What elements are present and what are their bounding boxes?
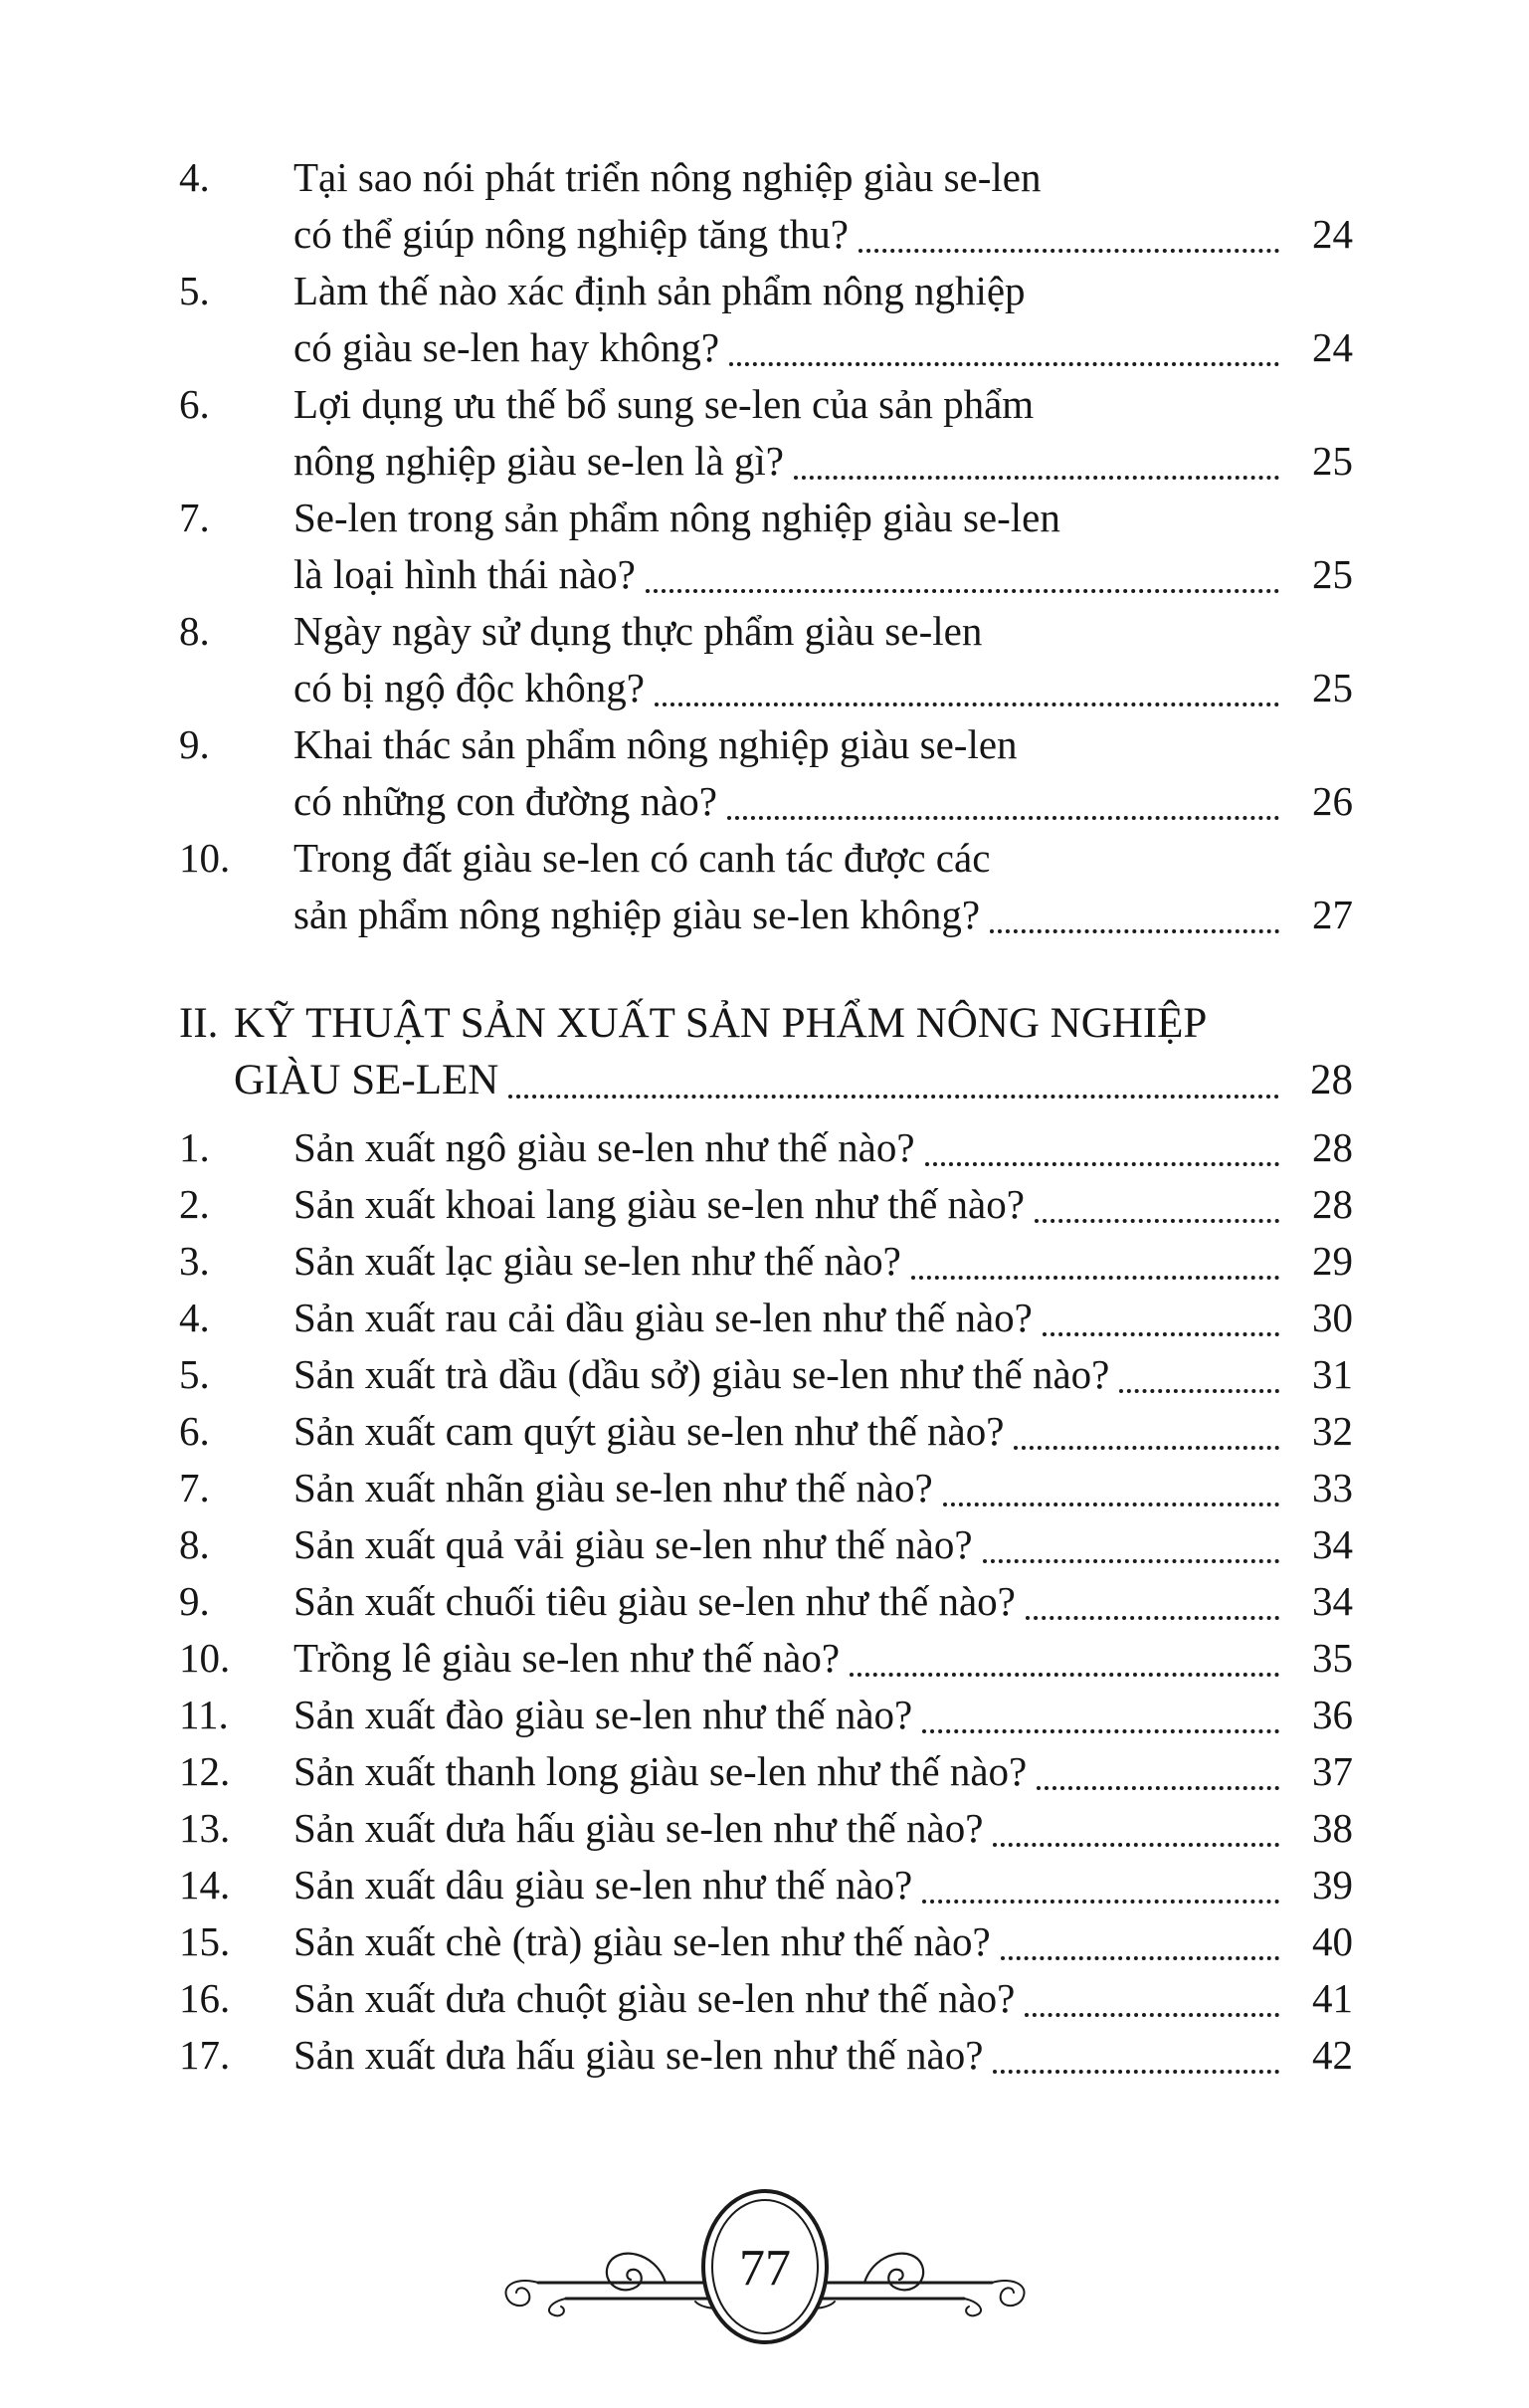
entry-number: 11. <box>179 1692 229 1737</box>
entry-page-number: 33 <box>1312 1465 1353 1510</box>
entry-page-number: 37 <box>1312 1748 1353 1794</box>
leader-dots <box>990 887 1279 933</box>
entry-number: 9. <box>179 721 210 767</box>
toc-entry <box>179 1573 1353 1630</box>
toc-entry <box>179 1290 1353 1346</box>
heading-line-2: GIÀU SE-LEN <box>234 1057 499 1104</box>
entry-number: 6. <box>179 1408 210 1454</box>
leader-dots <box>859 206 1279 253</box>
entry-text-line-2: có những con đường nào? <box>293 778 717 824</box>
toc-entry <box>179 1970 1353 2027</box>
entry-number: 5. <box>179 268 210 313</box>
leader-dots <box>993 2027 1279 2074</box>
entry-number: 15. <box>179 1918 231 1964</box>
entry-text-line-1: Trong đất giàu se-len có canh tác được các <box>293 835 991 881</box>
toc-entry <box>179 1687 1353 1743</box>
entry-text-line-2: sản phẩm nông nghiệp giàu se-len không? <box>293 892 981 937</box>
entry-text: Sản xuất quả vải giàu se-len như thế nào? <box>293 1521 973 1567</box>
toc-heading-section-2 <box>179 995 1353 1108</box>
leader-dots <box>655 660 1279 706</box>
entry-text: Sản xuất cam quýt giàu se-len như thế nào? <box>293 1408 1005 1454</box>
entry-text-line-2: nông nghiệp giàu se-len là gì? <box>293 438 785 484</box>
leader-dots <box>729 319 1279 366</box>
entry-text: Sản xuất nhãn giàu se-len như thế nào? <box>293 1465 933 1510</box>
entry-text-line-1: Khai thác sản phẩm nông nghiệp giàu se-len <box>293 721 1018 767</box>
entry-number: 7. <box>179 495 210 540</box>
leader-dots <box>925 1119 1279 1166</box>
heading-page-number: 28 <box>1310 1057 1353 1104</box>
leader-dots <box>1037 1743 1279 1790</box>
leader-dots <box>1001 1913 1279 1960</box>
entry-text-line-1: Lợi dụng ưu thế bổ sung se-len của sản phẩm <box>293 381 1035 427</box>
entry-text: Sản xuất chè (trà) giàu se-len như thế nào? <box>293 1918 991 1964</box>
entry-number: 1. <box>179 1124 210 1170</box>
entry-page-number: 34 <box>1312 1521 1353 1567</box>
heading-line-1: KỸ THUẬT SẢN XUẤT SẢN PHẨM NÔNG NGHIỆP <box>234 1000 1208 1047</box>
entry-text: Sản xuất thanh long giàu se-len như thế nào? <box>293 1748 1028 1794</box>
toc-entry <box>179 149 1353 263</box>
leader-dots <box>1014 1403 1279 1450</box>
leader-dots <box>943 1460 1279 1506</box>
toc-entry <box>179 490 1353 603</box>
entry-page-number: 41 <box>1312 1975 1353 2021</box>
entry-page-number: 27 <box>1312 892 1353 937</box>
toc-entry <box>179 376 1353 490</box>
entry-page-number: 35 <box>1312 1635 1353 1681</box>
leader-dots <box>911 1233 1279 1280</box>
entry-text: Sản xuất dâu giàu se-len như thế nào? <box>293 1862 913 1907</box>
toc-entry <box>179 1743 1353 1800</box>
toc-entry <box>179 1460 1353 1516</box>
entry-page-number: 25 <box>1312 665 1353 710</box>
toc-entry <box>179 263 1353 376</box>
entry-number: 2. <box>179 1181 210 1227</box>
entry-page-number: 30 <box>1312 1295 1353 1340</box>
entry-page-number: 28 <box>1312 1181 1353 1227</box>
entry-text: Sản xuất lạc giàu se-len như thế nào? <box>293 1238 901 1284</box>
entry-text: Sản xuất dưa hấu giàu se-len như thế nào? <box>293 1805 984 1851</box>
entry-number: 10. <box>179 1635 231 1681</box>
entry-number: 16. <box>179 1975 231 2021</box>
entry-number: 10. <box>179 835 231 881</box>
entry-number: 17. <box>179 2032 231 2078</box>
leader-dots <box>983 1516 1279 1563</box>
entry-page-number: 39 <box>1312 1862 1353 1907</box>
entry-number: 7. <box>179 1465 210 1510</box>
entry-text-line-1: Se-len trong sản phẩm nông nghiệp giàu se-len <box>293 495 1060 540</box>
entry-text: Sản xuất dưa chuột giàu se-len như thế nào? <box>293 1975 1016 2021</box>
entry-number: 5. <box>179 1351 210 1397</box>
entry-text: Sản xuất khoai lang giàu se-len như thế nào? <box>293 1181 1025 1227</box>
entry-page-number: 28 <box>1312 1124 1353 1170</box>
toc-entry <box>179 603 1353 716</box>
entry-number: 8. <box>179 608 210 654</box>
entry-number: 6. <box>179 381 210 427</box>
entry-page-number: 24 <box>1312 211 1353 257</box>
leader-dots <box>922 1687 1279 1733</box>
entry-text: Sản xuất đào giàu se-len như thế nào? <box>293 1692 913 1737</box>
divider-flourish <box>467 2189 1063 2348</box>
toc-entry <box>179 1516 1353 1573</box>
entry-number: 3. <box>179 1238 210 1284</box>
entry-page-number: 29 <box>1312 1238 1353 1284</box>
entry-text: Sản xuất rau cải dầu giàu se-len như thế nào? <box>293 1295 1033 1340</box>
entry-page-number: 24 <box>1312 324 1353 370</box>
toc-entry <box>179 1346 1353 1403</box>
toc-entry <box>179 1176 1353 1233</box>
toc-entry <box>179 1630 1353 1687</box>
entry-text-line-1: Ngày ngày sử dụng thực phẩm giàu se-len <box>293 608 983 654</box>
entry-number: 13. <box>179 1805 231 1851</box>
entry-page-number: 34 <box>1312 1578 1353 1624</box>
entry-text: Sản xuất dưa hấu giàu se-len như thế nào? <box>293 2032 984 2078</box>
entry-page-number: 31 <box>1312 1351 1353 1397</box>
entry-number: 14. <box>179 1862 231 1907</box>
entry-number: 4. <box>179 1295 210 1340</box>
entry-text-line-2: có thể giúp nông nghiệp tăng thu? <box>293 211 849 257</box>
toc-entry <box>179 830 1353 943</box>
entry-number: 12. <box>179 1748 231 1794</box>
toc-entry <box>179 1913 1353 1970</box>
leader-dots <box>1026 1573 1279 1620</box>
leader-dots <box>1025 1970 1279 2017</box>
leader-dots <box>727 773 1279 820</box>
heading-number: II. <box>179 1000 219 1047</box>
leader-dots <box>508 1052 1279 1099</box>
leader-dots <box>1043 1290 1279 1336</box>
entry-text: Sản xuất chuối tiêu giàu se-len như thế nào? <box>293 1578 1016 1624</box>
entry-number: 8. <box>179 1521 210 1567</box>
entry-text-line-2: có giàu se-len hay không? <box>293 324 720 370</box>
leader-dots <box>850 1630 1279 1677</box>
toc-section-1 <box>179 149 1353 943</box>
toc-section-2 <box>179 1119 1353 2084</box>
toc-entry <box>179 1857 1353 1913</box>
entry-page-number: 40 <box>1312 1918 1353 1964</box>
toc-entry <box>179 716 1353 830</box>
entry-page-number: 26 <box>1312 778 1353 824</box>
entry-text-line-2: là loại hình thái nào? <box>293 551 636 597</box>
entry-page-number: 25 <box>1312 438 1353 484</box>
leader-dots <box>794 433 1279 480</box>
leader-dots <box>993 1800 1279 1847</box>
toc-entry <box>179 1233 1353 1290</box>
entry-text-line-1: Làm thế nào xác định sản phẩm nông nghiệp <box>293 268 1026 313</box>
entry-text-line-1: Tại sao nói phát triển nông nghiệp giàu se-len <box>293 154 1042 200</box>
leader-dots <box>1119 1346 1279 1393</box>
entry-text-line-2: có bị ngộ độc không? <box>293 665 645 710</box>
table-of-contents <box>179 149 1353 2084</box>
toc-entry <box>179 1800 1353 1857</box>
entry-page-number: 42 <box>1312 2032 1353 2078</box>
leader-dots <box>922 1857 1279 1904</box>
toc-entry <box>179 1119 1353 1176</box>
entry-number: 9. <box>179 1578 210 1624</box>
entry-text: Sản xuất ngô giàu se-len như thế nào? <box>293 1124 915 1170</box>
page-footer-ornament <box>467 2189 1063 2348</box>
entry-text: Trồng lê giàu se-len như thế nào? <box>293 1635 841 1681</box>
page-number: 77 <box>738 2240 791 2297</box>
entry-number: 4. <box>179 154 210 200</box>
toc-entry <box>179 1403 1353 1460</box>
entry-page-number: 38 <box>1312 1805 1353 1851</box>
entry-text: Sản xuất trà dầu (dầu sở) giàu se-len như thế nào? <box>293 1351 1110 1397</box>
leader-dots <box>646 546 1279 593</box>
entry-page-number: 32 <box>1312 1408 1353 1454</box>
entry-page-number: 25 <box>1312 551 1353 597</box>
toc-entry <box>179 2027 1353 2084</box>
leader-dots <box>1035 1176 1279 1223</box>
entry-page-number: 36 <box>1312 1692 1353 1737</box>
